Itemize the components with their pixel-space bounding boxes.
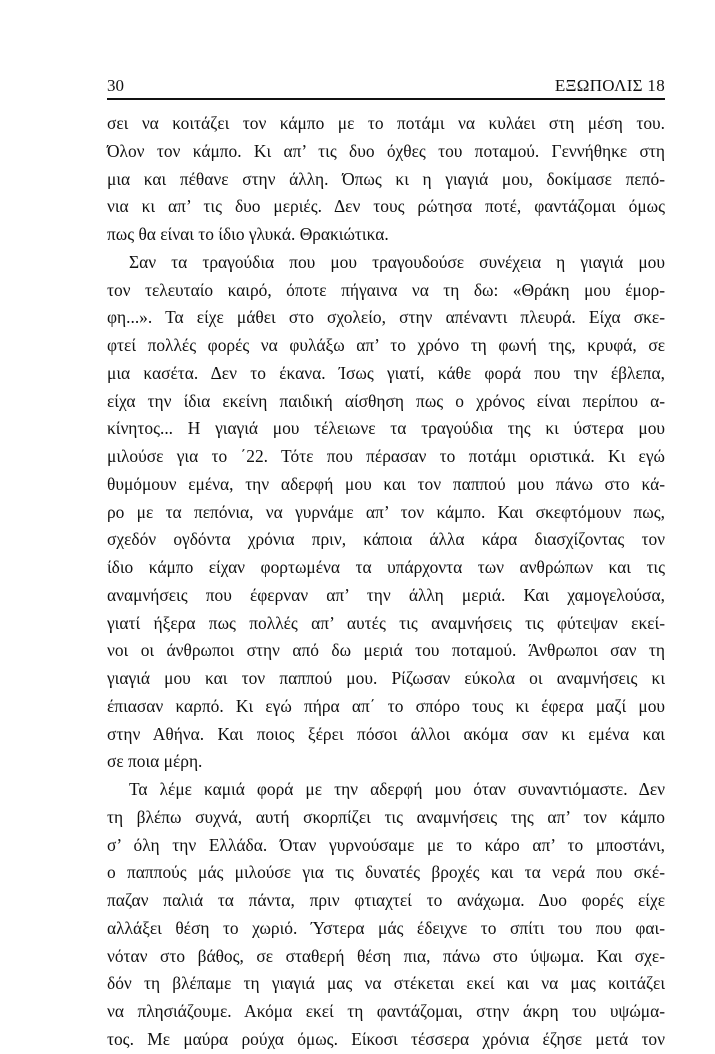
text-line: είχα την ίδια εκείνη παιδική αίσθηση πως ο χρόνος είναι περίπου α-: [107, 390, 665, 411]
text-line: τος. Με μαύρα ρούχα όμως. Είκοσι τέσσερα χρόνια έζησε μετά τον: [107, 1028, 665, 1049]
text-line: φτεί πολλές φορές να φυλάξω απ’ το χρόνο τη φωνή της, κρυφά, σε: [107, 335, 665, 355]
text-line: ο παππούς μάς μιλούσε για τις δυνατές βροχές και τα νερά που σκέ-: [107, 862, 665, 883]
text-line: νοι οι άνθρωποι στην από δω μεριά του ποταμού. Άνθρωποι σαν τη: [107, 640, 665, 661]
header-rule: [107, 98, 665, 100]
text-line: σ’ όλη την Ελλάδα. Όταν γυρνούσαμε με το κάρο απ’ το μποστάνι,: [107, 834, 665, 855]
text-line: κίνητος... Η γιαγιά μου τέλειωνε τα τραγούδια της κι ύστερα μου: [107, 418, 665, 439]
paragraph: [107, 110, 665, 249]
text-line: νια κι απ’ τις δυο μεριές. Δεν τους ρώτησα ποτέ, φαντάζομαι όμως: [107, 196, 665, 217]
body-text: [107, 110, 665, 1054]
text-line: σει να κοιτάζει τον κάμπο με το ποτάμι να κυλάει στη μέση του.: [107, 113, 665, 133]
text-line: θυμόμουν εμένα, την αδερφή μου και τον παππού μου πάνω στο κά-: [107, 473, 665, 494]
text-line: αναμνήσεις που έφερναν απ’ την άλλη μεριά. Και χαμογελούσα,: [107, 584, 665, 605]
running-header: [107, 74, 665, 98]
text-line: μια κασέτα. Δεν το έκανα. Ίσως γιατί, κάθε φορά που την έβλεπα,: [107, 362, 665, 383]
text-line: γιατί ήξερα πως πολλές απ’ αυτές τις αναμνήσεις τις φύτεψαν εκεί-: [107, 612, 665, 633]
text-line: να πλησιάζουμε. Ακόμα εκεί τη φαντάζομαι, στην άκρη του υψώμα-: [107, 1001, 665, 1021]
text-line: ρο με τα πεπόνια, να γυρνάμε απ’ τον κάμπο. Και σκεφτόμουν πως,: [107, 501, 665, 522]
text-line: μια και πέθανε στην άλλη. Όπως κι η γιαγιά μου, δοκίμασε πεπό-: [107, 168, 665, 189]
text-line: μιλούσε για το ΄22. Τότε που πέρασαν το ποτάμι οριστικά. Κι εγώ: [107, 446, 665, 466]
text-line: σε ποια μέρη.: [107, 751, 203, 772]
running-title: ΕΞΩΠΟΛΙΣ 18: [554, 76, 665, 95]
text-line: πως θα είναι το ίδιο γλυκά. Θρακιώτικα.: [107, 224, 389, 244]
text-line: γιαγιά μου και τον παππού μου. Ρίζωσαν εύκολα οι αναμνήσεις κι: [107, 668, 665, 688]
text-line: τον τελευταίο καιρό, όποτε πήγαινα να τη δω: «Θράκη μου έμορ-: [107, 279, 665, 300]
text-line: Όλον τον κάμπο. Κι απ’ τις δυο όχθες του ποταμού. Γεννήθηκε στη: [107, 140, 665, 161]
text-line: σχεδόν ογδόντα χρόνια πριν, κάποια άλλα κάρα διασχίζοντας τον: [107, 529, 665, 550]
text-line: δόν τη βλέπαμε τη γιαγιά μας να στέκεται εκεί και να μας κοιτάζει: [107, 973, 665, 994]
text-line: στην Αθήνα. Και ποιος ξέρει πόσοι άλλοι ακόμα σαν κι εμένα και: [107, 723, 665, 744]
text-line: έπιασαν καρπό. Κι εγώ πήρα απ΄ το σπόρο τους κι έφερα μαζί μου: [107, 695, 665, 716]
text-line: νόταν στο βάθος, σε σταθερή θέση πια, πάνω στο ύψωμα. Και σχε-: [107, 945, 665, 966]
paragraph: [107, 776, 665, 1054]
text-line: Τα λέμε καμιά φορά με την αδερφή μου όταν συναντιόμαστε. Δεν: [129, 779, 665, 799]
text-line: φη...». Τα είχε μάθει στο σχολείο, στην απέναντι πλευρά. Είχα σκε-: [107, 307, 665, 328]
paragraph: [107, 249, 665, 776]
text-line: παζαν παλιά τα πάντα, πριν φτιαχτεί το ανάχωμα. Δυο φορές είχε: [107, 890, 665, 910]
text-line: Σαν τα τραγούδια που μου τραγουδούσε συνέχεια η γιαγιά μου: [129, 251, 665, 272]
text-line: ίδιο κάμπο είχαν φορτωμένα τα υπάρχοντα των ανθρώπων και τις: [107, 557, 665, 577]
page-number: 30: [107, 76, 124, 95]
text-line: αλλάξει θέση το χωριό. Ύστερα μάς έδειχνε το σπίτι του που φαι-: [107, 917, 665, 938]
text-line: τη βλέπω συχνά, αυτή σκορπίζει τις αναμνήσεις της απ’ τον κάμπο: [107, 806, 665, 827]
